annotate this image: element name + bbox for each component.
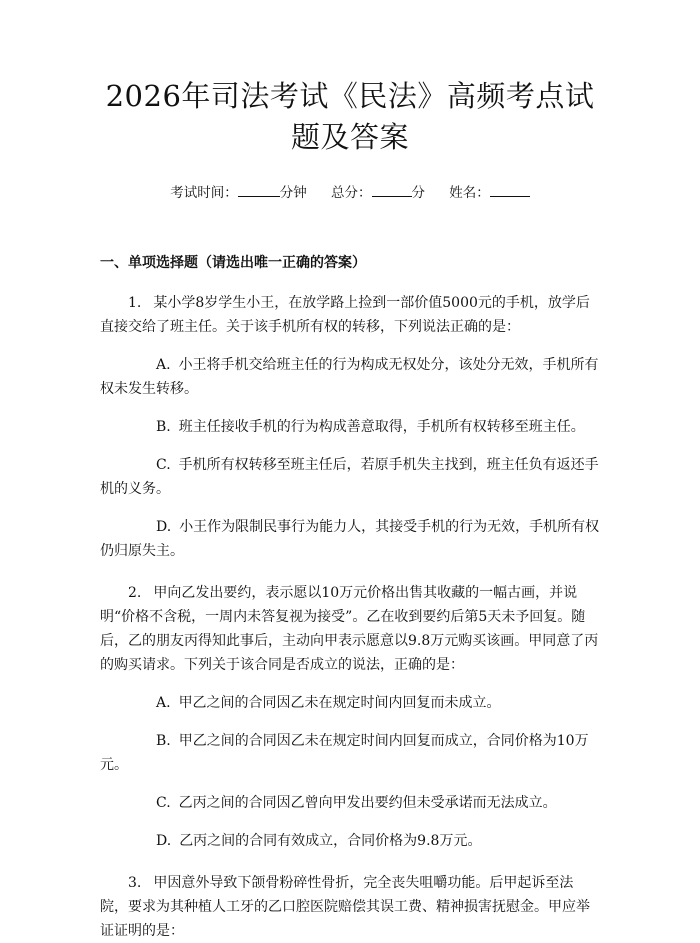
exam-time-unit: 分钟 [279,185,307,201]
question-1-option-c [100,453,600,501]
question-2-option-a [100,691,600,715]
option-letter: D. [156,519,172,535]
option-text: 小王将手机交给班主任的行为构成无权处分，该处分无效，手机所有权未发生转移。 [100,357,599,397]
question-text: 甲因意外导致下颌骨粉碎性骨折，完全丧失咀嚼功能。后甲起诉至法院，要求为其种植人工牙的乙口腔医院赔偿其误工费、精神损害抚慰金。甲应举证证明的是： [100,875,590,939]
name-field [449,182,530,203]
question-text: 某小学8岁学生小王，在放学路上捡到一部价值5000元的手机，放学后直接交给了班主任。关于该手机所有权的转移，下列说法正确的是： [100,295,590,335]
question-1 [100,291,600,339]
option-letter: A. [156,357,171,373]
question-number: 3. [128,875,142,891]
option-letter: B. [156,419,171,435]
total-score-label: 总分： [331,185,372,201]
exam-time-label: 考试时间： [170,185,238,201]
question-2 [100,581,600,677]
question-1-option-a [100,353,600,401]
exam-time-blank [238,182,280,197]
section-heading: 一、单项选择题（请选出唯一正确的答案） [100,255,366,271]
option-text: 班主任接收手机的行为构成善意取得，手机所有权转移至班主任。 [178,419,585,435]
question-number: 1. [128,295,142,311]
option-text: 甲乙之间的合同因乙未在规定时间内回复而成立，合同价格为10万元。 [100,733,589,773]
option-letter: D. [156,833,172,849]
total-score-blank [372,182,412,197]
question-2-option-c [100,791,600,815]
option-letter: B. [156,733,171,749]
option-text: 乙丙之间的合同因乙曾向甲发出要约但未受承诺而无法成立。 [178,795,557,811]
total-score-field [331,182,425,203]
option-text: 手机所有权转移至班主任后，若原手机失主找到，班主任负有返还手机的义务。 [100,457,599,497]
exam-info-line [100,182,600,203]
exam-time-field [170,182,307,203]
option-text: 甲乙之间的合同因乙未在规定时间内回复而未成立。 [178,695,501,711]
document-title: 2026年司法考试《民法》高频考点试题及答案 [105,79,595,154]
question-3 [100,871,600,943]
name-blank [490,182,530,197]
question-1-option-d [100,515,600,563]
question-2-option-d [100,829,600,853]
option-text: 小王作为限制民事行为能力人，其接受手机的行为无效，手机所有权仍归原失主。 [100,519,600,559]
question-2-option-b [100,729,600,777]
question-number: 2. [128,585,142,601]
total-score-unit: 分 [411,185,425,201]
question-text: 甲向乙发出要约，表示愿以10万元价格出售其收藏的一幅古画，并说明“价格不含税，一周内未答复视为接受”。乙在收到要约后第5天未予回复。随后，乙的朋友丙得知此事后，主动向甲表示愿意以9.8万元购买该画。甲同意了丙的购买请求。下列关于该合同是否成立的说法，正确的是： [100,585,599,673]
name-label: 姓名： [449,185,490,201]
question-1-option-b [100,415,600,439]
option-text: 乙丙之间的合同有效成立，合同价格为9.8万元。 [179,833,482,849]
option-letter: C. [156,795,171,811]
option-letter: C. [156,457,171,473]
option-letter: A. [156,695,171,711]
